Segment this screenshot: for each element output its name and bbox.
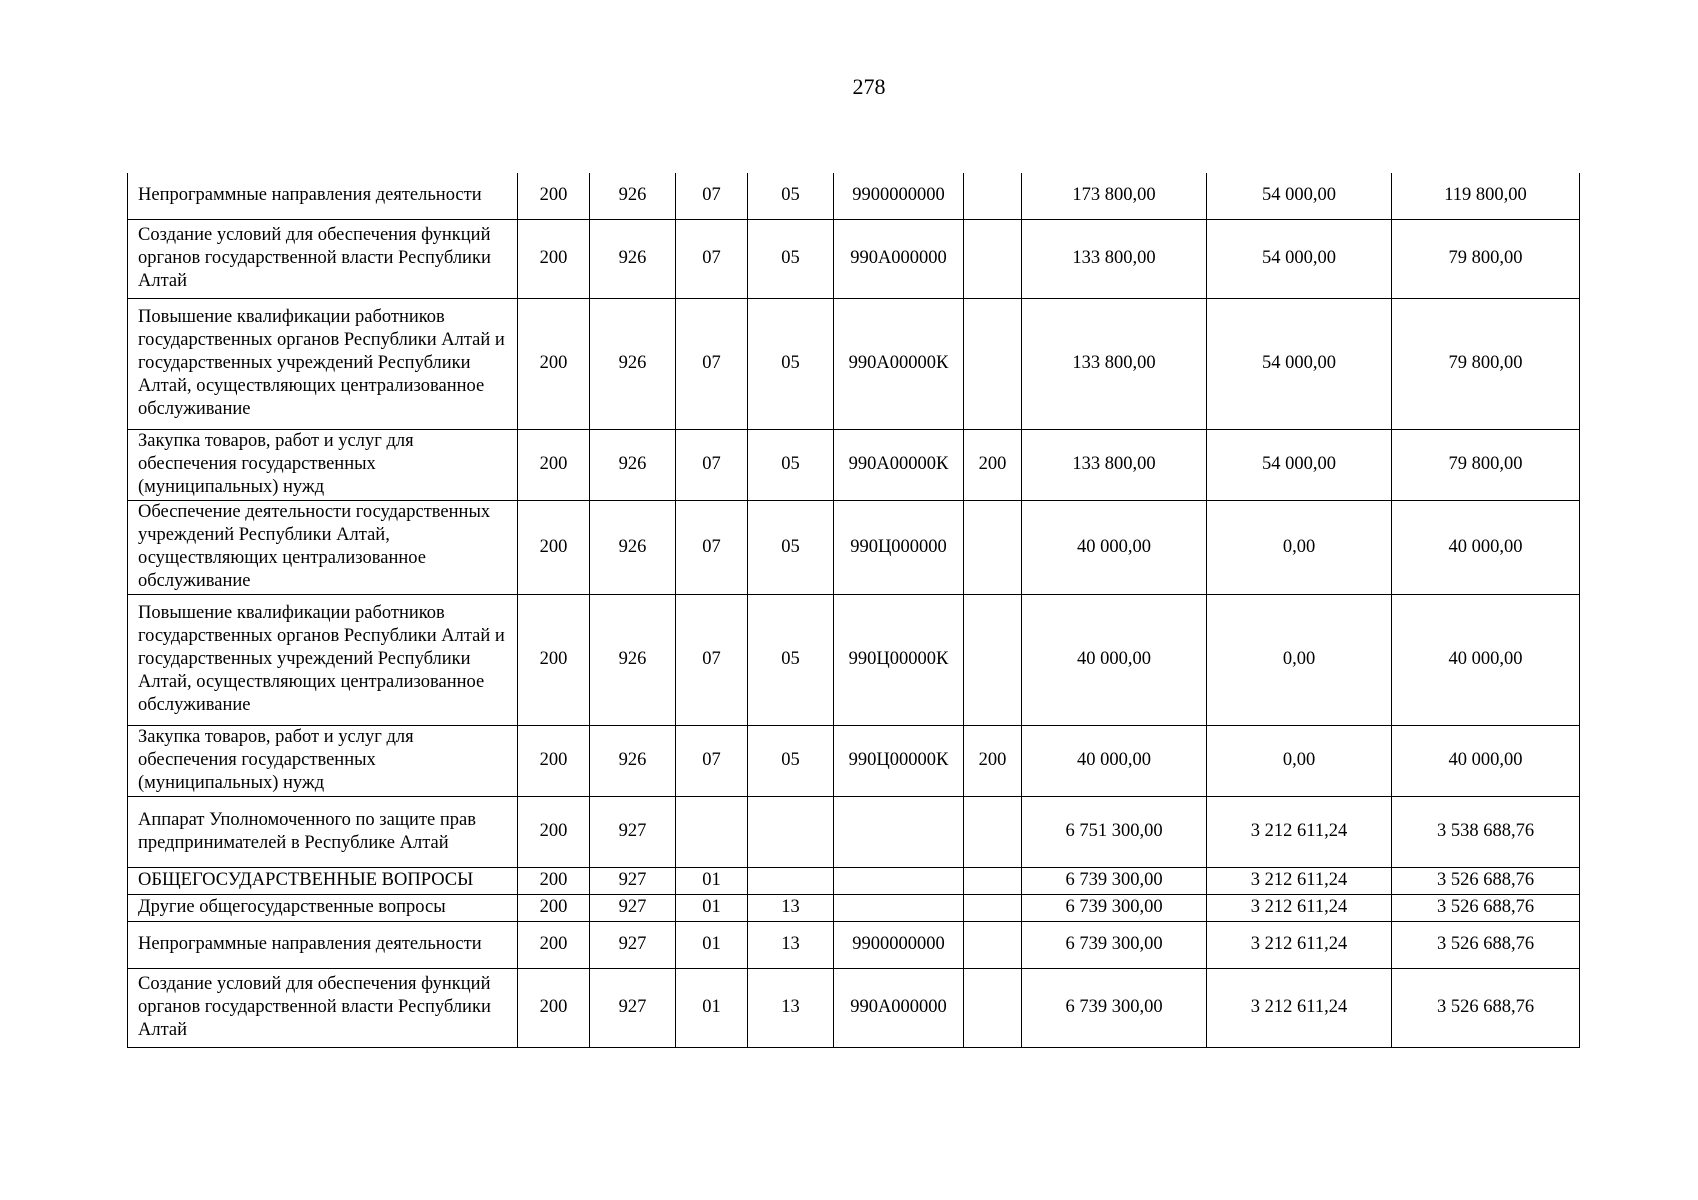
cell-c6 (964, 219, 1022, 298)
cell-c4: 13 (748, 894, 834, 921)
cell-c3: 07 (676, 500, 748, 594)
row-name: Повышение квалификации работников государственных органов Республики Алтай и государственных учреждений Республики Алтай, осуществляющих централизованное обслуживание (128, 298, 518, 429)
cell-c4: 05 (748, 725, 834, 796)
cell-v3: 79 800,00 (1392, 298, 1580, 429)
cell-c6 (964, 594, 1022, 725)
row-name: Аппарат Уполномоченного по защите прав предпринимателей в Республике Алтай (128, 796, 518, 867)
row-name: Непрограммные направления деятельности (128, 173, 518, 219)
table-row (128, 594, 1580, 725)
cell-v2: 54 000,00 (1207, 219, 1392, 298)
budget-table (127, 173, 1580, 1048)
row-name: Создание условий для обеспечения функций органов государственной власти Республики Алтай (128, 219, 518, 298)
cell-c2: 926 (590, 594, 676, 725)
cell-c2: 926 (590, 173, 676, 219)
cell-c5: 9900000000 (834, 173, 964, 219)
cell-v3: 3 526 688,76 (1392, 867, 1580, 894)
cell-v2: 3 212 611,24 (1207, 968, 1392, 1047)
cell-c5 (834, 867, 964, 894)
cell-c6 (964, 894, 1022, 921)
cell-c4: 05 (748, 173, 834, 219)
cell-v3: 3 538 688,76 (1392, 796, 1580, 867)
cell-c6 (964, 867, 1022, 894)
cell-c1: 200 (518, 500, 590, 594)
cell-c4 (748, 867, 834, 894)
page-number: 278 (852, 74, 886, 99)
cell-v1: 6 739 300,00 (1022, 968, 1207, 1047)
cell-c6: 200 (964, 429, 1022, 500)
cell-c2: 927 (590, 894, 676, 921)
cell-c5: 990А000000 (834, 219, 964, 298)
cell-c4: 05 (748, 594, 834, 725)
row-name: Другие общегосударственные вопросы (128, 894, 518, 921)
table-row (128, 796, 1580, 867)
cell-v1: 40 000,00 (1022, 594, 1207, 725)
table-row (128, 867, 1580, 894)
cell-v3: 79 800,00 (1392, 219, 1580, 298)
cell-v3: 3 526 688,76 (1392, 921, 1580, 968)
cell-c4: 05 (748, 429, 834, 500)
cell-c2: 926 (590, 725, 676, 796)
table-row (128, 429, 1580, 500)
cell-c5 (834, 796, 964, 867)
cell-c4 (748, 796, 834, 867)
row-name: Закупка товаров, работ и услуг для обеспечения государственных (муниципальных) нужд (128, 429, 518, 500)
cell-c3: 01 (676, 921, 748, 968)
cell-c4: 13 (748, 968, 834, 1047)
cell-v1: 40 000,00 (1022, 725, 1207, 796)
row-name: Непрограммные направления деятельности (128, 921, 518, 968)
cell-c3: 07 (676, 173, 748, 219)
table-row (128, 968, 1580, 1047)
cell-v2: 0,00 (1207, 725, 1392, 796)
cell-c2: 927 (590, 921, 676, 968)
cell-v3: 3 526 688,76 (1392, 968, 1580, 1047)
cell-c2: 927 (590, 796, 676, 867)
cell-v2: 54 000,00 (1207, 173, 1392, 219)
cell-v2: 3 212 611,24 (1207, 796, 1392, 867)
cell-c1: 200 (518, 921, 590, 968)
cell-c4: 05 (748, 500, 834, 594)
cell-c5: 990Ц000000 (834, 500, 964, 594)
cell-v1: 6 739 300,00 (1022, 921, 1207, 968)
cell-v3: 3 526 688,76 (1392, 894, 1580, 921)
row-name: Обеспечение деятельности государственных учреждений Республики Алтай, осуществляющих централизованное обслуживание (128, 500, 518, 594)
cell-v1: 6 739 300,00 (1022, 867, 1207, 894)
row-name: Создание условий для обеспечения функций органов государственной власти Республики Алтай (128, 968, 518, 1047)
table-row (128, 500, 1580, 594)
cell-c2: 927 (590, 867, 676, 894)
cell-c2: 926 (590, 219, 676, 298)
cell-c5: 990А00000К (834, 298, 964, 429)
cell-c6 (964, 796, 1022, 867)
row-name: Повышение квалификации работников государственных органов Республики Алтай и государственных учреждений Республики Алтай, осуществляющих централизованное обслуживание (128, 594, 518, 725)
cell-v3: 40 000,00 (1392, 594, 1580, 725)
cell-v2: 3 212 611,24 (1207, 867, 1392, 894)
cell-v3: 119 800,00 (1392, 173, 1580, 219)
cell-c1: 200 (518, 298, 590, 429)
cell-c3: 07 (676, 429, 748, 500)
table-row (128, 894, 1580, 921)
cell-c4: 13 (748, 921, 834, 968)
cell-c3: 01 (676, 867, 748, 894)
cell-c6 (964, 921, 1022, 968)
row-name: Закупка товаров, работ и услуг для обеспечения государственных (муниципальных) нужд (128, 725, 518, 796)
cell-c1: 200 (518, 894, 590, 921)
cell-c5: 990Ц00000К (834, 725, 964, 796)
cell-c3: 07 (676, 219, 748, 298)
cell-c1: 200 (518, 968, 590, 1047)
cell-c5: 9900000000 (834, 921, 964, 968)
cell-c5: 990А000000 (834, 968, 964, 1047)
cell-v1: 6 751 300,00 (1022, 796, 1207, 867)
cell-c3: 07 (676, 725, 748, 796)
cell-c2: 926 (590, 500, 676, 594)
cell-v2: 54 000,00 (1207, 298, 1392, 429)
cell-c5: 990А00000К (834, 429, 964, 500)
cell-c5: 990Ц00000К (834, 594, 964, 725)
cell-c1: 200 (518, 429, 590, 500)
cell-c6 (964, 968, 1022, 1047)
cell-c2: 926 (590, 298, 676, 429)
cell-v1: 133 800,00 (1022, 298, 1207, 429)
table-row (128, 298, 1580, 429)
table-row (128, 725, 1580, 796)
cell-c1: 200 (518, 594, 590, 725)
cell-c3 (676, 796, 748, 867)
cell-v3: 79 800,00 (1392, 429, 1580, 500)
cell-v2: 54 000,00 (1207, 429, 1392, 500)
table-row (128, 173, 1580, 219)
cell-v1: 173 800,00 (1022, 173, 1207, 219)
cell-c4: 05 (748, 219, 834, 298)
cell-v3: 40 000,00 (1392, 725, 1580, 796)
cell-v2: 3 212 611,24 (1207, 894, 1392, 921)
cell-c2: 927 (590, 968, 676, 1047)
cell-c3: 01 (676, 894, 748, 921)
cell-c1: 200 (518, 219, 590, 298)
cell-c2: 926 (590, 429, 676, 500)
table-row (128, 921, 1580, 968)
row-name: ОБЩЕГОСУДАРСТВЕННЫЕ ВОПРОСЫ (128, 867, 518, 894)
cell-v2: 0,00 (1207, 594, 1392, 725)
cell-v1: 133 800,00 (1022, 429, 1207, 500)
cell-c3: 01 (676, 968, 748, 1047)
cell-v1: 40 000,00 (1022, 500, 1207, 594)
cell-c6 (964, 298, 1022, 429)
cell-c5 (834, 894, 964, 921)
cell-c6 (964, 500, 1022, 594)
cell-c1: 200 (518, 725, 590, 796)
cell-v1: 133 800,00 (1022, 219, 1207, 298)
cell-v2: 0,00 (1207, 500, 1392, 594)
cell-c6 (964, 173, 1022, 219)
cell-c4: 05 (748, 298, 834, 429)
cell-c3: 07 (676, 594, 748, 725)
cell-c6: 200 (964, 725, 1022, 796)
cell-c3: 07 (676, 298, 748, 429)
cell-c1: 200 (518, 867, 590, 894)
cell-c1: 200 (518, 173, 590, 219)
cell-v2: 3 212 611,24 (1207, 921, 1392, 968)
cell-v1: 6 739 300,00 (1022, 894, 1207, 921)
cell-v3: 40 000,00 (1392, 500, 1580, 594)
cell-c1: 200 (518, 796, 590, 867)
table-row (128, 219, 1580, 298)
